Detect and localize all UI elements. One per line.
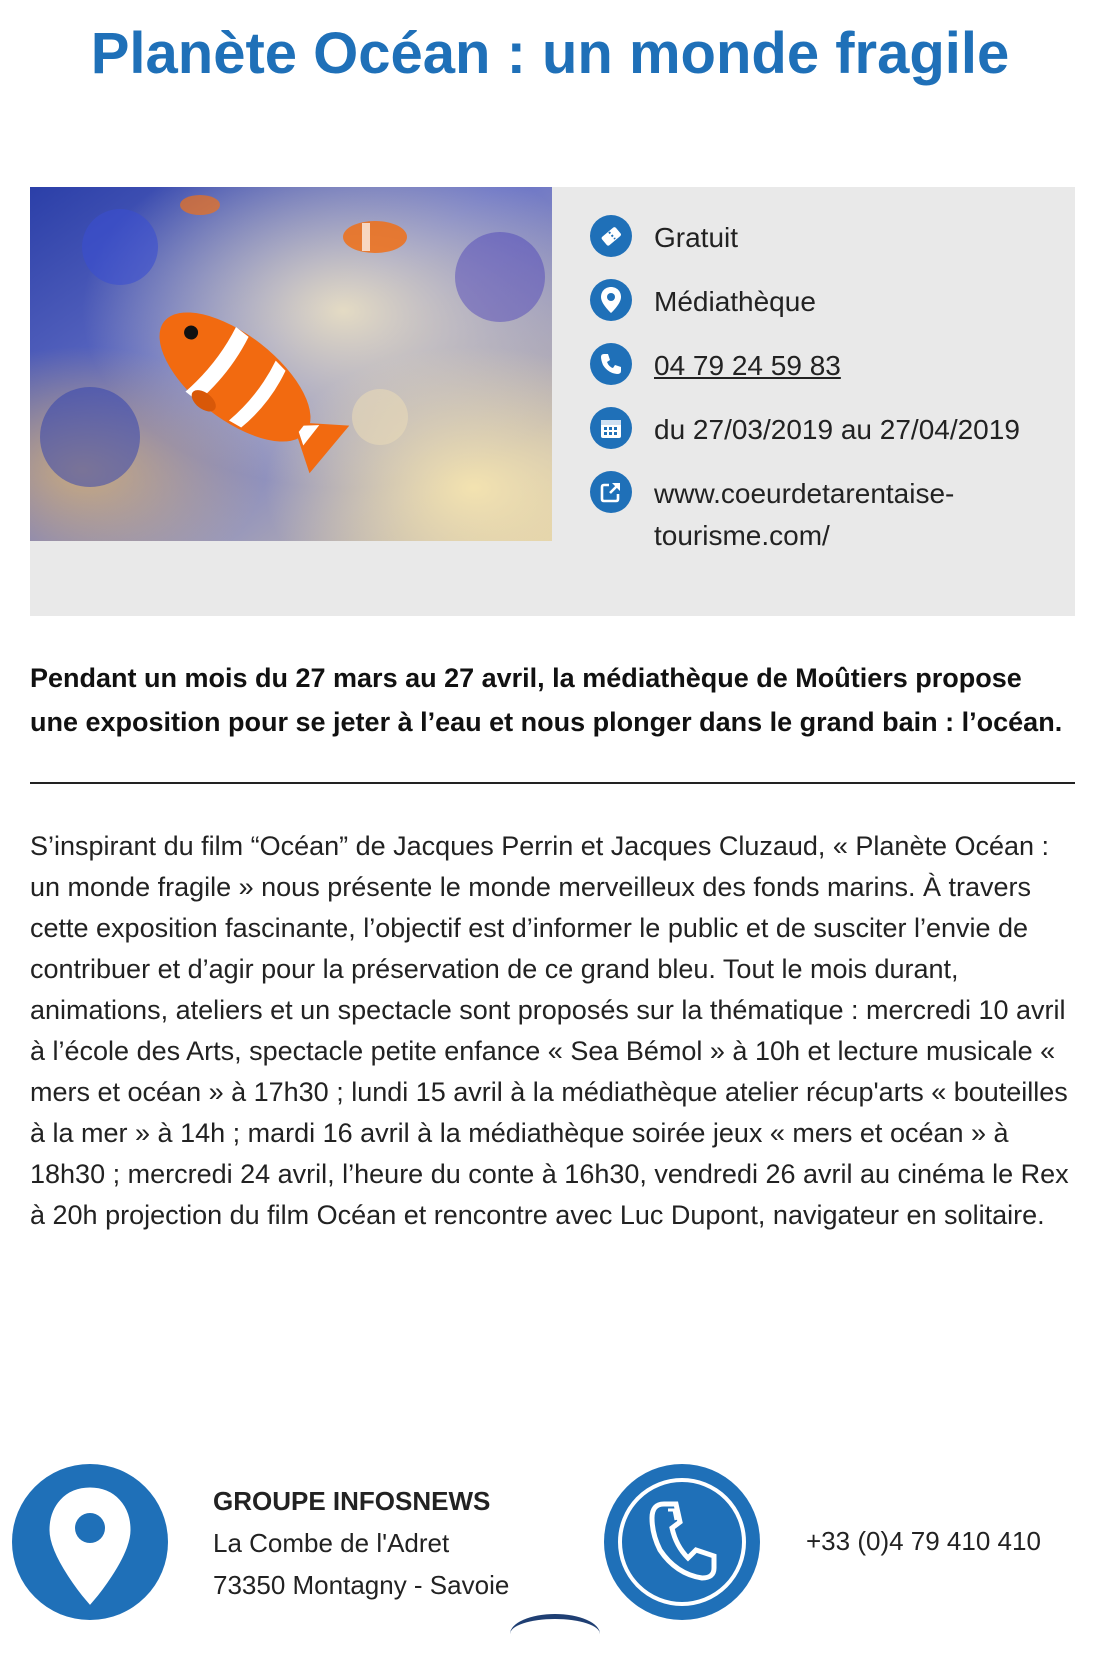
footer-address-line1: La Combe de l'Adret: [213, 1528, 450, 1558]
footer-address-line2: 73350 Montagny - Savoie: [213, 1570, 510, 1600]
ticket-icon: [590, 215, 632, 257]
divider: [30, 782, 1075, 784]
dates-row: [590, 409, 1060, 451]
phone-link[interactable]: 04 79 24 59 83: [654, 350, 841, 381]
location-pin-icon: [12, 1464, 168, 1620]
event-info-box: [30, 187, 1075, 616]
dates-text: du 27/03/2019 au 27/04/2019: [654, 414, 1020, 445]
venue-row: [590, 281, 1060, 323]
price-row: [590, 217, 1060, 259]
location-pin-icon: [590, 279, 632, 321]
footer-address: [213, 1480, 593, 1606]
article-lead: Pendant un mois du 27 mars au 27 avril, la médiathèque de Moûtiers propose une exposition pour se jeter à l’eau et nous plonger dans le grand bain : l’océan.: [30, 663, 1063, 737]
clownfish-photo: [30, 187, 552, 541]
external-link-icon: [590, 471, 632, 513]
footer-org-name: GROUPE INFOSNEWS: [213, 1486, 491, 1516]
phone-icon: [590, 343, 632, 385]
phone-icon: [604, 1464, 760, 1620]
article-body: S’inspirant du film “Océan” de Jacques Perrin et Jacques Cluzaud, « Planète Océan : un monde fragile » nous présente le monde merveilleux des fonds marins. À travers cette exposition fascinante, l’objectif est d’informer le public et de susciter l’envie de contribuer et d’agir pour la préservation de ce grand bleu. Tout le mois durant, animations, ateliers et un spectacle sont proposés sur la thématique : mercredi 10 avril à l’école des Arts, spectacle petite enfance « Sea Bémol » à 10h et lecture musicale « mers et océan » à 17h30 ; lundi 15 avril à la médiathèque atelier récup'arts « bouteilles à la mer » à 14h ; mardi 16 avril à la médiathèque soirée jeux « mers et océan » à 18h30 ; mercredi 24 avril, l’heure du conte à 16h30, vendredi 26 avril au cinéma le Rex à 20h projection du film Océan et rencontre avec Luc Dupont, navigateur en solitaire.: [30, 831, 1069, 1230]
calendar-icon: [590, 407, 632, 449]
event-details-list: [590, 217, 1060, 579]
decorative-arc: [510, 1614, 600, 1654]
price-text: Gratuit: [654, 222, 739, 253]
website-row: [590, 473, 1060, 557]
page-title: Planète Océan : un monde fragile: [90, 21, 1010, 86]
website-link[interactable]: www.coeurdetarentaise-tourisme.com/: [654, 478, 955, 551]
footer-phone: +33 (0)4 79 410 410: [806, 1526, 1041, 1556]
venue-text: Médiathèque: [654, 286, 816, 317]
phone-row: [590, 345, 1060, 387]
